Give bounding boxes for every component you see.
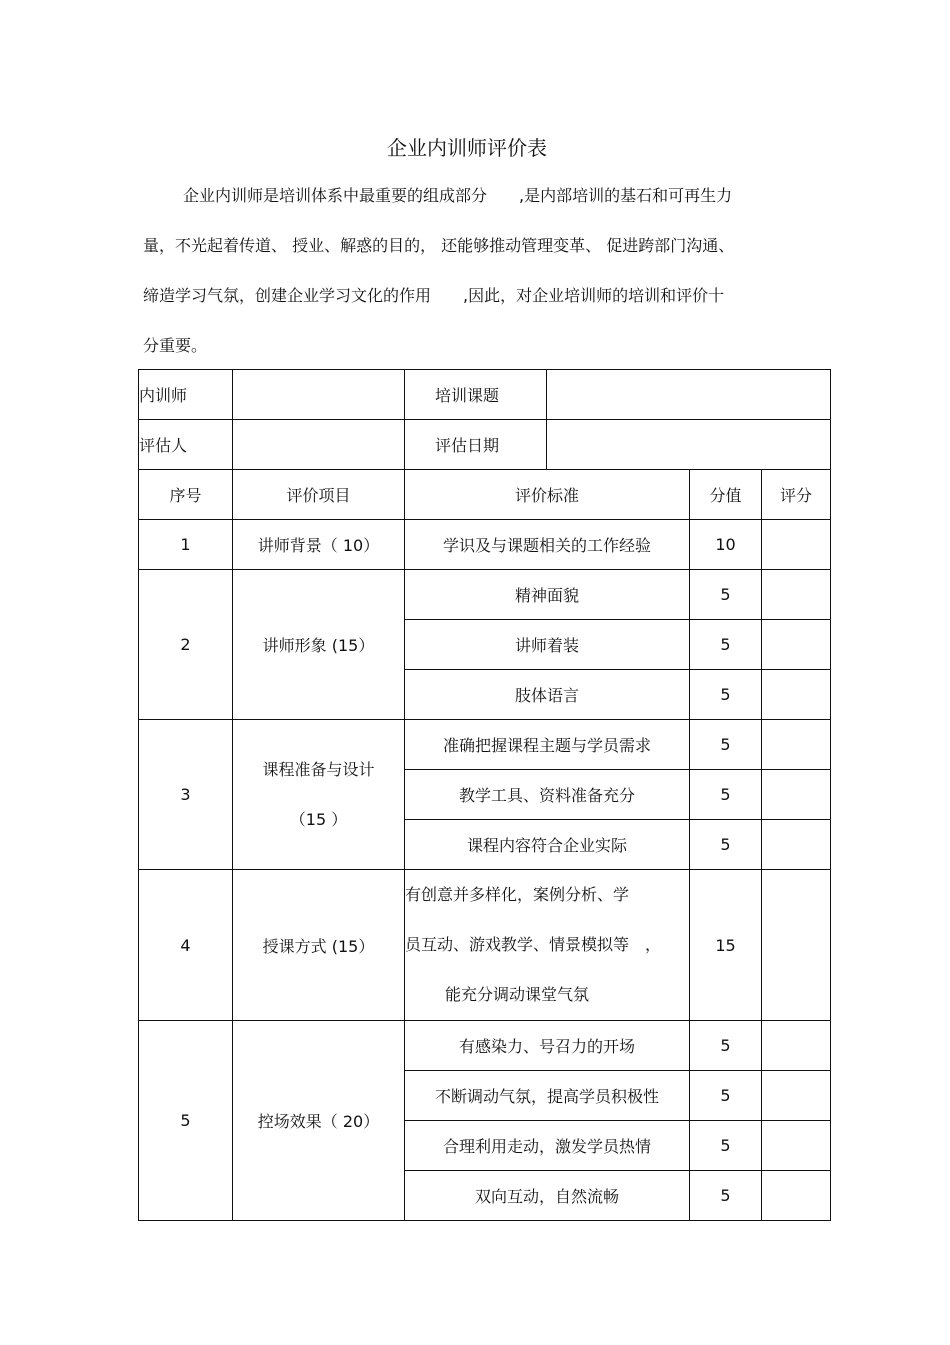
row-points: 5 <box>690 670 762 720</box>
assessor-label: 评估人 <box>139 420 233 470</box>
row-criteria: 有感染力、号召力的开场 <box>405 1021 690 1071</box>
row-criteria: 精神面貌 <box>405 570 690 620</box>
row-points: 15 <box>690 870 762 1021</box>
row-score-cell[interactable] <box>762 1121 831 1171</box>
page-title: 企业内训师评价表 <box>387 136 547 160</box>
intro-line-3: 缔造学习气氛，创建企业学习文化的作用 ,因此，对企业培训师的培训和评价十 <box>143 286 725 305</box>
row-criteria: 合理利用走动，激发学员热情 <box>405 1121 690 1171</box>
course-label: 培训课题 <box>405 370 547 420</box>
table-row <box>139 570 831 620</box>
trainer-value[interactable] <box>233 370 405 420</box>
row-criteria: 教学工具、资料准备充分 <box>405 770 690 820</box>
row-score-cell[interactable] <box>762 520 831 570</box>
row-score-cell[interactable] <box>762 670 831 720</box>
header-item: 评价项目 <box>233 470 405 520</box>
row-points: 5 <box>690 1171 762 1221</box>
row-points: 5 <box>690 570 762 620</box>
row-score-cell[interactable] <box>762 1171 831 1221</box>
evaluation-table <box>138 369 831 1221</box>
row-criteria: 肢体语言 <box>405 670 690 720</box>
row-item: 控场效果（ 20） <box>233 1021 405 1221</box>
row-criteria-line: 有创意并多样化，案例分析、学 <box>405 885 630 904</box>
header-no: 序号 <box>139 470 233 520</box>
table-row <box>139 1021 831 1071</box>
info-row-assessor <box>139 420 831 470</box>
row-criteria: 讲师着装 <box>405 620 690 670</box>
header-criteria: 评价标准 <box>405 470 690 520</box>
row-points: 5 <box>690 620 762 670</box>
row-criteria: 不断调动气氛，提高学员积极性 <box>405 1071 690 1121</box>
row-score-cell[interactable] <box>762 1021 831 1071</box>
row-criteria: 准确把握课程主题与学员需求 <box>405 720 690 770</box>
row-points: 5 <box>690 1021 762 1071</box>
row-item-line: （15 ） <box>289 809 348 829</box>
row-number: 5 <box>139 1021 233 1221</box>
row-criteria: 课程内容符合企业实际 <box>405 820 690 870</box>
table-row <box>139 520 831 570</box>
row-score-cell[interactable] <box>762 570 831 620</box>
trainer-label: 内训师 <box>139 370 233 420</box>
row-item-line: 课程准备与设计 <box>262 759 375 779</box>
row-points: 5 <box>690 720 762 770</box>
header-row <box>139 470 831 520</box>
row-points: 5 <box>690 1121 762 1171</box>
row-criteria <box>405 870 690 1021</box>
row-score-cell[interactable] <box>762 820 831 870</box>
row-number: 1 <box>139 520 233 570</box>
row-item: 讲师形象 (15） <box>233 570 405 720</box>
table-row <box>139 720 831 770</box>
date-value[interactable] <box>547 420 831 470</box>
row-number: 3 <box>139 720 233 870</box>
row-score-cell[interactable] <box>762 1071 831 1121</box>
assessor-value[interactable] <box>233 420 405 470</box>
header-score: 评分 <box>762 470 831 520</box>
row-number: 2 <box>139 570 233 720</box>
row-item: 讲师背景（ 10） <box>233 520 405 570</box>
table-row <box>139 870 831 1021</box>
row-criteria: 学识及与课题相关的工作经验 <box>405 520 690 570</box>
course-value[interactable] <box>547 370 831 420</box>
row-points: 5 <box>690 770 762 820</box>
row-item <box>233 720 405 870</box>
date-label: 评估日期 <box>405 420 547 470</box>
row-points: 5 <box>690 820 762 870</box>
info-row-trainer <box>139 370 831 420</box>
row-score-cell[interactable] <box>762 870 831 1021</box>
row-criteria-line: 员互动、游戏教学、情景模拟等 ， <box>405 935 662 954</box>
row-item: 授课方式 (15） <box>233 870 405 1021</box>
row-criteria-line: 能充分调动课堂气氛 <box>445 985 590 1004</box>
header-points: 分值 <box>690 470 762 520</box>
row-points: 5 <box>690 1071 762 1121</box>
row-points: 10 <box>690 520 762 570</box>
row-criteria: 双向互动，自然流畅 <box>405 1171 690 1221</box>
intro-line-1: 企业内训师是培训体系中最重要的组成部分 ,是内部培训的基石和可再生力 <box>183 186 733 205</box>
row-score-cell[interactable] <box>762 620 831 670</box>
row-number: 4 <box>139 870 233 1021</box>
intro-line-4: 分重要。 <box>143 336 208 355</box>
row-score-cell[interactable] <box>762 770 831 820</box>
intro-line-2: 量，不光起着传道、 授业、解惑的目的， 还能够推动管理变革、 促进跨部门沟通、 <box>143 236 735 255</box>
row-score-cell[interactable] <box>762 720 831 770</box>
